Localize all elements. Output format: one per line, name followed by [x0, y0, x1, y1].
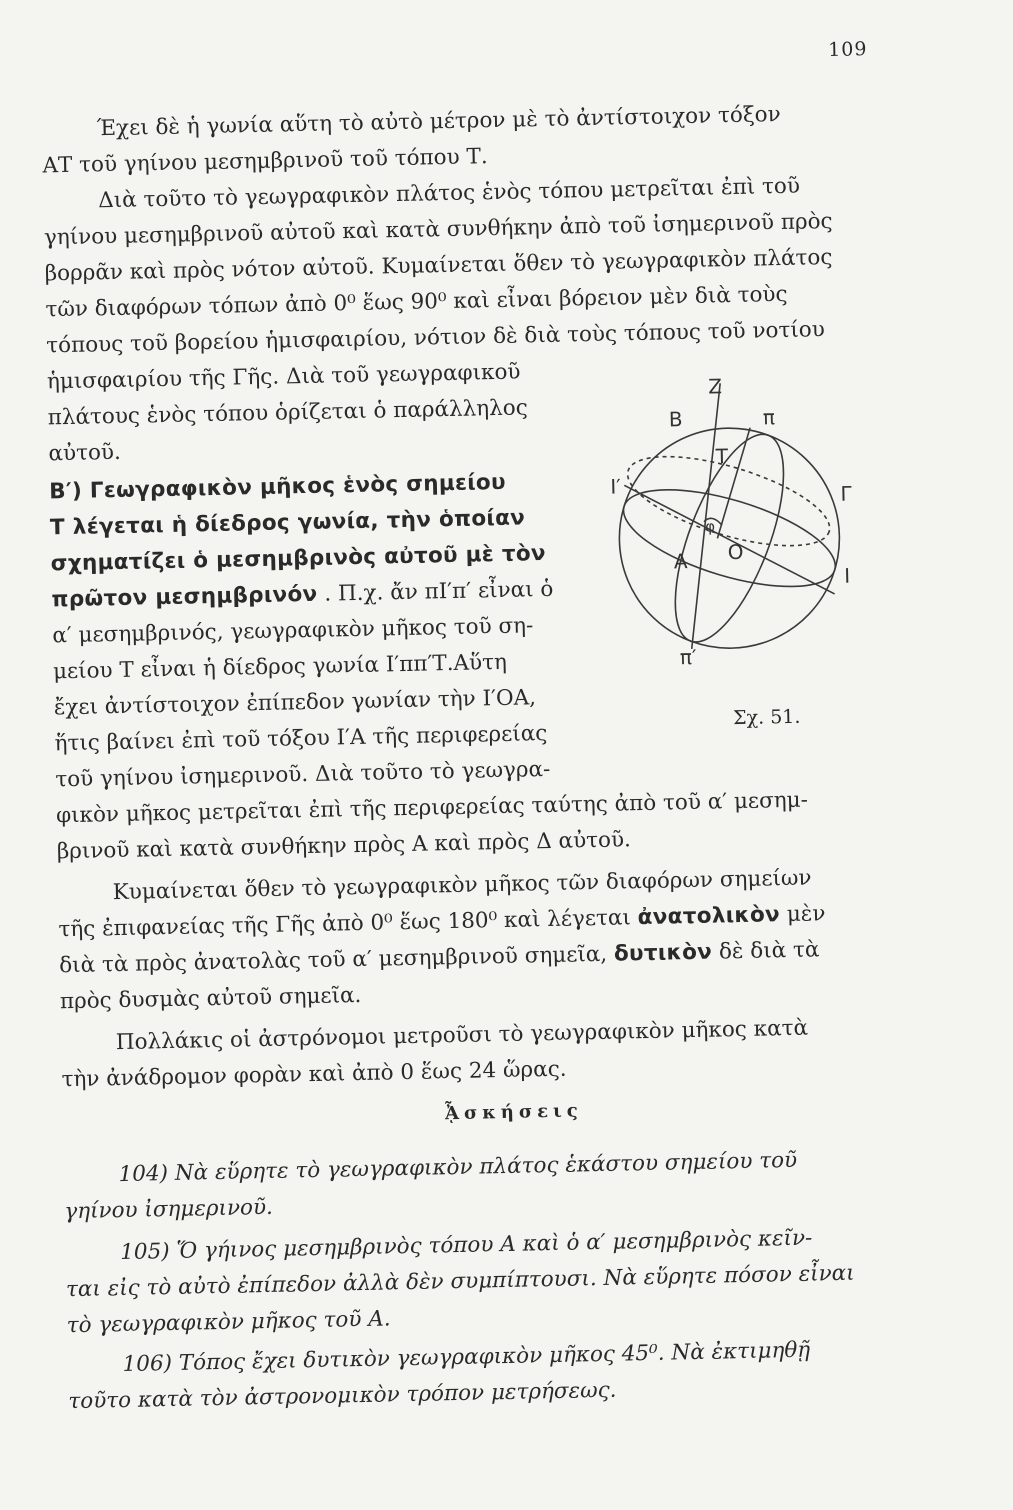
text-line: βορρᾶν καὶ πρὸς νότον αὐτοῦ. Κυμαίνεται ὅθεν τὸ γεωγραφικὸν πλάτος [44, 244, 833, 287]
text-span: διὰ τὰ πρὸς ἀνατολὰς τοῦ α′ μεσημβρινοῦ σημεῖα, [58, 941, 615, 979]
text-line: ἔχει ἀντίστοιχον ἐπίπεδον γωνίαν τὴν Ι′ΟΑ, [53, 685, 537, 721]
exercise-line: γηίνου ἰσημερινοῦ. [64, 1194, 274, 1225]
equator-ellipse [613, 470, 846, 606]
label-pi-prime: π′ [679, 644, 697, 670]
text-line: τῶν διαφόρων τόπων ἀπὸ 0⁰ ἕως 90⁰ καὶ εἶναι βόρειον μὲν διὰ τοὺς [45, 281, 788, 323]
text-line: α′ μεσημβρινός, γεωγραφικὸν μῆκος τοῦ ση- [52, 613, 534, 649]
label-phi: φ [704, 517, 716, 536]
label-O: O [727, 539, 744, 565]
text-line: τὴν ἀνάδρομον φορὰν καὶ ἀπὸ 0 ἕως 24 ὥρας. [61, 1056, 567, 1093]
text-line: μείου Τ εἶναι ἡ δίεδρος γωνία Ι′ππ′Τ.Αὕτη [52, 649, 508, 685]
exercise-line: 106) Τόπος ἔχει δυτικὸν γεωγραφικὸν μῆκος 45⁰. Νὰ ἐκτιμηθῇ [122, 1337, 811, 1378]
exercise-line: τὸ γεωγραφικὸν μῆκος τοῦ Α. [66, 1306, 391, 1339]
text-line: Διὰ τοῦτο τὸ γεωγραφικὸν πλάτος ἑνὸς τόπου μετρεῖται ἐπὶ τοῦ [97, 173, 801, 214]
page-number: 109 [827, 38, 868, 61]
text-line: τοῦ γηίνου ἰσημερινοῦ. Διὰ τοῦτο τὸ γεωγρα- [55, 756, 551, 793]
text-line: πλάτους ἑνὸς τόπου ὁρίζεται ὁ παράλληλος [47, 395, 529, 431]
text-line: φικὸν μῆκος μετρεῖται ἐπὶ τῆς περιφερείας ταύτης ἀπὸ τοῦ α′ μεσημ- [55, 787, 809, 829]
text-line: πρὸς δυσμὰς αὐτοῦ σημεῖα. [59, 982, 362, 1015]
definition-heading-line: Β′) Γεωγραφικὸν μῆκος ἑνὸς σημείου [49, 469, 507, 505]
exercise-line: ται εἰς τὸ αὐτὸ ἐπίπεδον ἀλλὰ δὲν συμπίπτουσι. Νὰ εὕρητε πόσον εἶναι [65, 1260, 855, 1303]
figure-caption: Σχ. 51. [732, 705, 801, 730]
text-line: ἥτις βαίνει ἐπὶ τοῦ τόξου Ι′Α τῆς περιφερείας [54, 721, 548, 757]
text-line: τόπους τοῦ βορείου ἡμισφαιρίου, νότιον δὲ διὰ τοὺς τόπους τοῦ νοτίου [45, 317, 826, 359]
label-I-prime: I′ [610, 474, 622, 499]
exercise-line: 105) Ὅ γήινος μεσημβρινὸς τόπου Α καὶ ὁ α′ μεσημβρινὸς κεῖν- [119, 1225, 813, 1266]
label-A: A [673, 549, 688, 574]
text-span: δὲ διὰ τὰ [711, 937, 820, 965]
definition-example-start: . Π.χ. ἄν πΙ′π′ εἶναι ὁ [317, 576, 554, 607]
exercise-line: τοῦτο κατὰ τὸν ἀστρονομικὸν τρόπον μετρήσεως. [68, 1377, 617, 1415]
definition-heading-line: Τ λέγεται ἡ δίεδρος γωνία, τὴν ὁποίαν [49, 505, 526, 541]
exercise-line: 104) Νὰ εὕρητε τὸ γεωγραφικὸν πλάτος ἑκάστου σημείου τοῦ [118, 1147, 798, 1188]
axis-line [686, 383, 729, 649]
text-line: ἡμισφαιρίου τῆς Γῆς. Διὰ τοῦ γεωγραφικοῦ [46, 359, 521, 395]
text-line: γηίνου μεσημβρινοῦ αὐτοῦ καὶ κατὰ συνθήκην ἀπὸ τοῦ ἰσημερινοῦ πρὸς [43, 208, 833, 251]
globe-outline [617, 426, 842, 651]
text-span: τῆς ἐπιφανείας τῆς Γῆς ἀπὸ 0⁰ ἕως 180⁰ καὶ λέγεται [58, 905, 638, 943]
text-line: Πολλάκις οἱ ἀστρόνομοι μετροῦσι τὸ γεωγραφικὸν μῆκος κατὰ [115, 1015, 809, 1056]
text-span: μὲν [779, 901, 826, 928]
meridian-ellipse [653, 421, 806, 655]
label-Z: Z [707, 374, 723, 399]
text-line: ΑΤ τοῦ γηίνου μεσημβρινοῦ τοῦ τόπου Τ. [42, 144, 488, 179]
exercises-heading: ᾎσκήσεις [444, 1100, 583, 1125]
text-line: αὐτοῦ. [48, 439, 122, 467]
text-line: Κυμαίνεται ὅθεν τὸ γεωγραφικὸν μῆκος τῶν διαφόρων σημείων [112, 865, 812, 906]
term-east: ἀνατολικὸν [637, 902, 781, 931]
text-line: Έχει δὲ ἡ γωνία αὕτη τὸ αὐτὸ μέτρον μὲ τὸ ἀντίστοιχον τόξον [96, 101, 781, 142]
sphere-diagram-svg [604, 360, 880, 670]
label-T: T [715, 444, 729, 469]
text-line: βρινοῦ καὶ κατὰ συνθήκην πρὸς Α καὶ πρὸς Δ αὐτοῦ. [56, 827, 632, 865]
term-west: δυτικὸν [613, 939, 713, 967]
definition-heading-line: σχηματίζει ὁ μεσημβρινὸς αὐτοῦ μὲ τὸν [50, 540, 547, 577]
label-Gamma: Γ [840, 481, 852, 506]
definition-term: πρῶτον μεσημβρινόν [51, 581, 318, 613]
label-B: B [668, 407, 683, 432]
figure-sphere-diagram [604, 360, 880, 670]
label-pi: π [762, 405, 776, 430]
label-I: I [843, 563, 851, 588]
